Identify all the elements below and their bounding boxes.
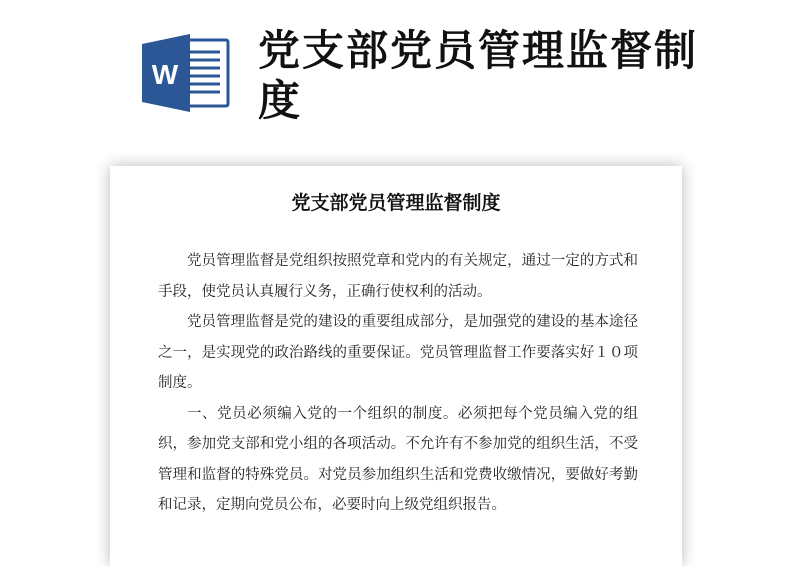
paragraph: 党员管理监督是党组织按照党章和党内的有关规定，通过一定的方式和手段，使党员认真履行义务，正确行使权利的活动。 (158, 253, 638, 300)
header-banner (0, 0, 800, 142)
document-page (110, 166, 682, 566)
document-body (158, 246, 638, 521)
document-title: 党支部党员管理监督制度 (291, 192, 501, 214)
word-icon-letter: W (151, 59, 179, 90)
paragraph: 党员管理监督是党的建设的重要组成部分，是加强党的建设的基本途径之一，是实现党的政治路线的重要保证。党员管理监督工作要落实好１０项制度。 (158, 314, 638, 391)
word-document-icon (140, 34, 232, 112)
page-title: 党支部党员管理监督制度 (258, 26, 699, 125)
paragraph: 一、党员必须编入党的一个组织的制度。必须把每个党员编入党的组织，参加党支部和党小组的各项活动。不允许有不参加党的组织生活，不受管理和监督的特殊党员。对党员参加组织生活和党费收缴情况，要做好考勤和记录，定期向党员公布，必要时向上级党组织报告。 (158, 405, 638, 513)
